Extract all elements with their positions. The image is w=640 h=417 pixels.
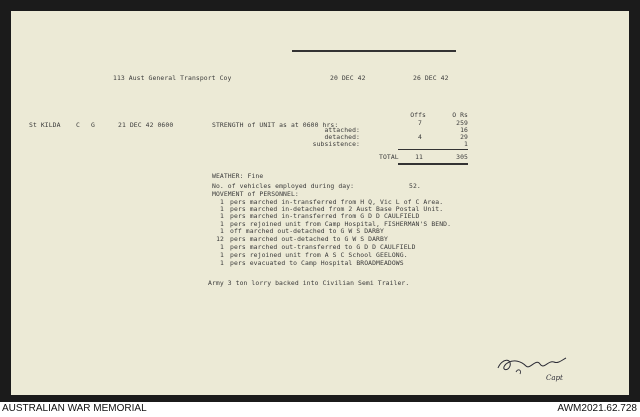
movement-text: pers rejoined unit from Camp Hospital, FISHERMAN'S BEND. <box>230 220 452 228</box>
vehicles-value: 52. <box>409 182 421 190</box>
place-code-b: G <box>91 121 95 129</box>
movement-count: 1 <box>220 243 224 251</box>
movement-title: MOVEMENT of PERSONNEL: <box>212 190 299 198</box>
strength-offrs-2: 4 <box>418 133 422 141</box>
movement-text: pers marched in-detached from 2 Aust Base Postal Unit. <box>230 205 444 213</box>
vehicles-label: No. of vehicles employed during day: <box>212 182 355 190</box>
period-start-date: 20 DEC 42 <box>330 74 366 82</box>
strength-ors-0: 259 <box>456 119 468 127</box>
strength-label-1: attached: <box>324 126 360 134</box>
col-header-ors: O Rs <box>452 111 468 119</box>
movement-text: pers evacuated to Camp Hospital BROADMEADOWS <box>230 259 404 267</box>
signature-flourish <box>516 370 521 374</box>
movement-count: 1 <box>220 198 224 206</box>
movement-count: 1 <box>220 205 224 213</box>
movement-count: 1 <box>220 212 224 220</box>
strength-ors-1: 16 <box>460 126 468 134</box>
unit-name: 113 Aust General Transport Coy <box>113 74 232 82</box>
movement-count: 12 <box>216 235 224 243</box>
place-code-a: C <box>76 121 80 129</box>
movement-text: pers marched out-detached to G W S DARBY <box>230 235 388 243</box>
strength-ors-2: 29 <box>460 133 468 141</box>
total-rule-top <box>398 149 468 150</box>
strength-label-3: subsistence: <box>312 140 360 148</box>
movement-text: off marched out-detached to G W S DARBY <box>230 227 384 235</box>
movement-count: 1 <box>220 227 224 235</box>
header-rule <box>292 50 456 52</box>
footer-bar <box>0 402 640 417</box>
total-offrs: 11 <box>415 153 423 161</box>
place-name: St KILDA <box>29 121 61 129</box>
strength-title: STRENGTH of UNIT as at 0600 hrs: <box>212 121 339 129</box>
movement-count: 1 <box>220 251 224 259</box>
period-end-date: 26 DEC 42 <box>413 74 449 82</box>
movement-text: pers rejoined unit from A S C School GEELONG. <box>230 251 408 259</box>
total-rule-bottom <box>398 163 468 165</box>
movement-count: 1 <box>220 259 224 267</box>
col-header-offrs: Offs <box>410 111 426 119</box>
signature-rank: Capt <box>546 374 563 382</box>
strength-ors-3: 1 <box>464 140 468 148</box>
weather-line: WEATHER: Fine <box>212 172 264 180</box>
movement-count: 1 <box>220 220 224 228</box>
footer-institution: AUSTRALIAN WAR MEMORIAL <box>2 403 147 414</box>
footer-reference: AWM2021.62.728 <box>557 403 637 414</box>
strength-label-2: detached: <box>324 133 360 141</box>
movement-text: pers marched in-transferred from G D D CAULFIELD <box>230 212 420 220</box>
total-label: TOTAL <box>379 153 399 161</box>
signature <box>492 348 582 388</box>
total-ors: 305 <box>456 153 468 161</box>
signature-stroke <box>498 358 566 370</box>
strength-offrs-0: 7 <box>418 119 422 127</box>
movement-text: pers marched in-transferred from H Q, Vic L of C Area. <box>230 198 444 206</box>
remark-line: Army 3 ton lorry backed into Civilian Semi Trailer. <box>208 279 410 287</box>
entry-date-time: 21 DEC 42 0600 <box>118 121 174 129</box>
movement-text: pers marched out-transferred to G D D CAULFIELD <box>230 243 416 251</box>
